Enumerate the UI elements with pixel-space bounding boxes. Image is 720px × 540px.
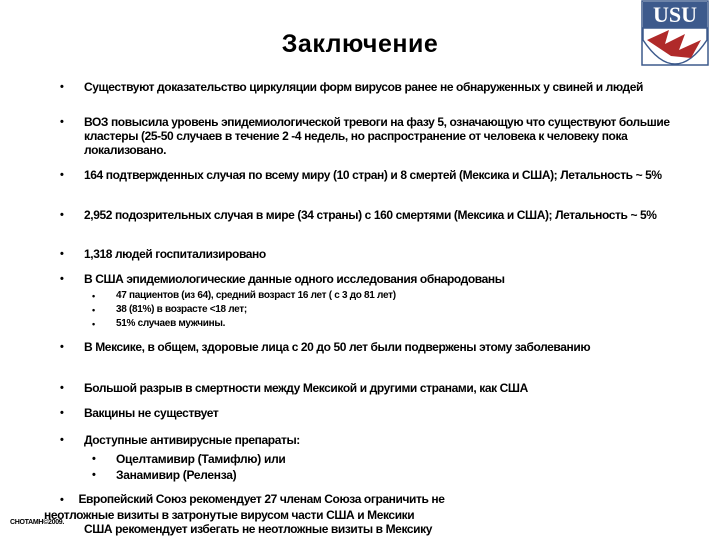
sub-list-item: • 47 пациентов (из 64), средний возраст 16 лет ( с 3 до 81 лет) bbox=[92, 290, 396, 301]
sub-list-item: • Занамивир (Реленза) bbox=[92, 468, 237, 482]
sub-list-item: • 38 (81%) в возрасте <18 лет; bbox=[92, 304, 247, 315]
list-item: • В США эпидемиологические данные одного исследования обнародованы bbox=[60, 272, 505, 286]
list-item: • 2,952 подозрительных случая в мире (34 страны) с 160 смертями (Мексика и США); Летальность ~ 5% bbox=[60, 208, 657, 222]
logo-text: USU bbox=[652, 2, 698, 27]
eu-travel-note: • Европейский Союз рекомендует 27 членам Союза ограничить не неотложные визиты в затронутые вирусом части США и Мексики США рекомендует избегать не неотложные визиты в Мексику bbox=[60, 492, 680, 537]
list-item: • Вакцины не существует bbox=[60, 406, 219, 420]
bullet-icon: • bbox=[92, 469, 96, 481]
university-logo bbox=[641, 0, 709, 66]
bullet-icon: • bbox=[92, 319, 95, 329]
list-item: • В Мексике, в общем, здоровые лица с 20 до 50 лет были подвержены этому заболеванию bbox=[60, 340, 591, 354]
bullet-icon: • bbox=[60, 209, 64, 221]
list-item: • 1,318 людей госпитализировано bbox=[60, 247, 266, 261]
list-item: • ВОЗ повысила уровень эпидемиологической тревоги на фазу 5, означающую что существуют большие кластеры (25-50 случаев в течение 2 -4 недель, но распространение от человека к человеку пока локализовано. bbox=[60, 115, 670, 157]
list-item: • Доступные антивирусные препараты: bbox=[60, 433, 300, 447]
sub-list-item: • Оцелтамивир (Тамифлю) или bbox=[92, 452, 286, 466]
eu-note-line: неотложные визиты в затронутые вирусом части США и Мексики bbox=[44, 507, 415, 522]
footer-copyright: CHOTAMH©2009. bbox=[10, 519, 65, 526]
list-item: • 164 подтвержденных случая по всему миру (10 стран) и 8 смертей (Мексика и США); Летальность ~ 5% bbox=[60, 168, 662, 182]
bullet-icon: • bbox=[92, 291, 95, 301]
bullet-icon: • bbox=[60, 341, 64, 353]
bullet-icon: • bbox=[92, 453, 96, 465]
eu-note-line: США рекомендует избегать не неотложные визиты в Мексику bbox=[84, 522, 433, 536]
bullet-icon: • bbox=[60, 494, 64, 506]
list-item: • Большой разрыв в смертности между Мексикой и другими странами, как США bbox=[60, 381, 528, 395]
bullet-icon: • bbox=[60, 81, 64, 93]
bullet-icon: • bbox=[60, 169, 64, 181]
bullet-icon: • bbox=[60, 434, 64, 446]
bullet-icon: • bbox=[60, 116, 64, 128]
bullet-icon: • bbox=[92, 305, 95, 315]
bullet-icon: • bbox=[60, 382, 64, 394]
list-item: • Существуют доказательство циркуляции форм вирусов ранее не обнаруженных у свиней и людей bbox=[60, 80, 644, 94]
bullet-icon: • bbox=[60, 248, 64, 260]
bullet-icon: • bbox=[60, 407, 64, 419]
sub-list-item: • 51% случаев мужчины. bbox=[92, 318, 226, 329]
bullet-icon: • bbox=[60, 273, 64, 285]
page-title: Заключение bbox=[281, 30, 439, 58]
